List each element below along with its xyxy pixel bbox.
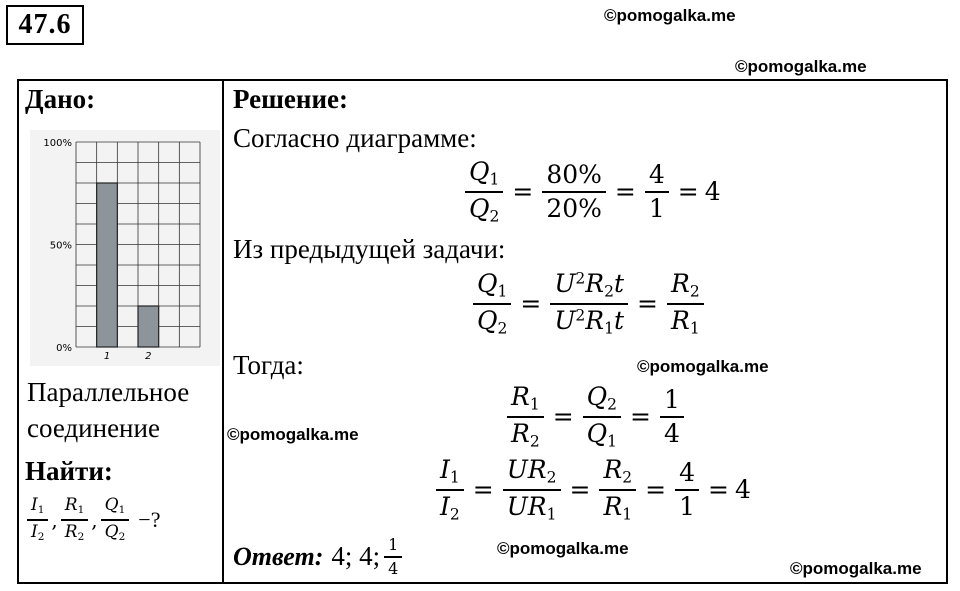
formula-current-ratio: $\frac{I_1}{I_2}$ = $\frac{UR_2}{UR_1}$ = $\frac{R_2}{R_1}$ = $\frac{4}{1}$ = 4 (433, 456, 751, 523)
step3-text: Тогда: (233, 350, 304, 380)
find-items: $\frac{I_1}{I_2}$ , $\frac{R_1}{R_2}$ , $\frac{Q_1}{Q_2}$ −? (24, 496, 160, 544)
y-tick-label: 0% (56, 343, 72, 354)
step1-text: Согласно диаграмме: (233, 123, 477, 153)
connection-type-line1: Параллельное (27, 377, 190, 407)
column-divider (222, 79, 224, 584)
x-tick-label: 1 (103, 351, 111, 362)
find-heat-ratio: $\frac{Q_1}{Q_2}$ (101, 496, 130, 544)
connection-type-line2: соединение (27, 413, 160, 443)
formula-ratio-from-chart: $\frac{Q_1}{Q_2}$ = $\frac{80\%}{20\%}$ = $\frac{4}{1}$ = 4 (462, 158, 721, 225)
percentage-bar-chart (30, 130, 220, 366)
watermark: ©pomogalka.me (790, 559, 922, 578)
bar-1 (97, 183, 118, 347)
formula-ratio-resistances: $\frac{Q_1}{Q_2}$ = $\frac{U^2R_2t}{U^2R_1t}$ = $\frac{R_2}{R_1}$ (470, 270, 707, 337)
formula-resistance-ratio: $\frac{R_1}{R_2}$ = $\frac{Q_2}{Q_1}$ = $\frac{1}{4}$ (504, 383, 687, 450)
answer-fraction: $\frac{1}{4}$ (384, 536, 402, 577)
step2-text: Из предыдущей задачи: (233, 234, 506, 264)
find-suffix: −? (138, 506, 161, 532)
watermark: ©pomogalka.me (497, 539, 629, 558)
y-tick-label: 100% (43, 138, 72, 149)
given-heading: Дано: (25, 84, 96, 114)
find-current-ratio: $\frac{I_1}{I_2}$ (27, 496, 48, 544)
watermark: ©pomogalka.me (604, 6, 736, 25)
watermark: ©pomogalka.me (227, 425, 359, 444)
x-tick-label: 2 (145, 351, 152, 362)
problem-number: 47.6 (6, 5, 84, 45)
answer-label: Ответ: (233, 541, 324, 571)
find-resistance-ratio: $\frac{R_1}{R_2}$ (61, 496, 89, 544)
answer (233, 536, 405, 577)
find-heading: Найти: (25, 456, 113, 486)
y-tick-label: 50% (49, 240, 72, 252)
answer-values: 4; 4; (331, 541, 381, 572)
solution-heading: Решение: (233, 84, 348, 114)
watermark: ©pomogalka.me (735, 57, 867, 76)
bar-2 (138, 306, 159, 347)
watermark: ©pomogalka.me (637, 357, 769, 376)
